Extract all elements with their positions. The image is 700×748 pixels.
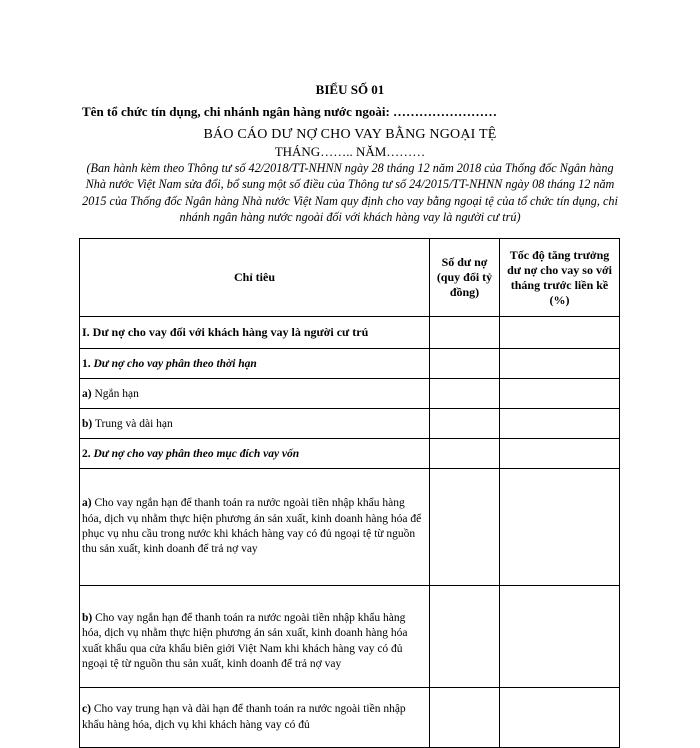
- table-row: [80, 317, 620, 349]
- item-text: Cho vay ngắn hạn để thanh toán ra nước ngoài tiền nhập khẩu hàng hóa, dịch vụ nhằm thực hiện phương án sản xuất, kinh doanh hàng hóa xuất khẩu qua cửa khẩu biên giới Việt Nam khi khách hàng vay có đủ ngoại tệ từ nguồn thu sản xuất, kinh doanh để trả nợ vay: [82, 611, 408, 670]
- item-1b-label: [80, 409, 430, 439]
- balance-cell[interactable]: [430, 469, 500, 586]
- header-balance: Số dư nợ (quy đổi tỷ đồng): [430, 239, 500, 317]
- item-2a-label: [80, 469, 430, 586]
- subsection-title: Dư nợ cho vay phân theo thời hạn: [93, 357, 257, 370]
- growth-cell[interactable]: [500, 469, 620, 586]
- table-row: [80, 469, 620, 586]
- header-row: [80, 239, 620, 317]
- growth-cell[interactable]: [500, 317, 620, 349]
- subsection-number: 1.: [82, 357, 91, 370]
- item-1a-label: [80, 379, 430, 409]
- subsection-2-label: [80, 439, 430, 469]
- balance-cell[interactable]: [430, 409, 500, 439]
- item-letter: a): [82, 387, 92, 400]
- item-letter: c): [82, 703, 91, 716]
- form-number: BIỂU SỐ 01: [315, 82, 385, 97]
- table-row: [80, 379, 620, 409]
- report-period: THÁNG…….. NĂM………: [274, 144, 426, 159]
- item-letter: b): [82, 417, 93, 430]
- item-text: Cho vay ngắn hạn để thanh toán ra nước ngoài tiền nhập khẩu hàng hóa, dịch vụ nhằm thực hiện phương án sản xuất, kinh doanh hàng hóa để phục vụ nhu cầu trong nước khi khách hàng vay có đủ ngoại tệ từ nguồn thu sản xuất, kinh doanh để trả nợ vay: [82, 497, 422, 556]
- organization-line: Tên tổ chức tín dụng, chi nhánh ngân hàng nước ngoài: ……………………: [82, 104, 498, 119]
- legal-note: (Ban hành kèm theo Thông tư số 42/2018/TT-NHNN ngày 28 tháng 12 năm 2018 của Thống đốc Ngân hàng Nhà nước Việt Nam sửa đổi, bổ sung một số điều của Thông tư số 24/2015/TT-NHNN ngày 08 tháng 12 năm 2015 của Thống đốc Ngân hàng Nhà nước Việt Nam quy định cho vay bằng ngoại tệ của tổ chức tín dụng, chi nhánh ngân hàng nước ngoài đối với khách hàng vay là người cư trú): [82, 161, 618, 224]
- balance-cell[interactable]: [430, 688, 500, 748]
- balance-cell[interactable]: [430, 317, 500, 349]
- subsection-1-label: [80, 349, 430, 379]
- item-text: Cho vay trung hạn và dài hạn để thanh toán ra nước ngoài tiền nhập khẩu hàng hóa, dịch vụ khi khách hàng vay có đủ: [82, 703, 406, 731]
- growth-cell[interactable]: [500, 586, 620, 688]
- section-1-label: I. Dư nợ cho vay đối với khách hàng vay là người cư trú: [80, 317, 430, 349]
- growth-cell[interactable]: [500, 379, 620, 409]
- header-indicator: Chỉ tiêu: [80, 239, 430, 317]
- growth-cell[interactable]: [500, 439, 620, 469]
- item-letter: a): [82, 497, 92, 510]
- table-row: [80, 349, 620, 379]
- item-letter: b): [82, 611, 93, 624]
- table-row: [80, 586, 620, 688]
- growth-cell[interactable]: [500, 688, 620, 748]
- table-row: [80, 688, 620, 748]
- table-row: [80, 439, 620, 469]
- growth-cell[interactable]: [500, 349, 620, 379]
- subsection-title: Dư nợ cho vay phân theo mục đích vay vốn: [93, 447, 300, 460]
- balance-cell[interactable]: [430, 586, 500, 688]
- growth-cell[interactable]: [500, 409, 620, 439]
- report-title: BÁO CÁO DƯ NỢ CHO VAY BẰNG NGOẠI TỆ: [203, 127, 497, 142]
- item-text: Trung và dài hạn: [94, 417, 173, 430]
- report-table: [79, 238, 620, 748]
- item-text: Ngắn hạn: [94, 387, 139, 400]
- table-row: [80, 409, 620, 439]
- balance-cell[interactable]: [430, 439, 500, 469]
- item-2b-label: [80, 586, 430, 688]
- subsection-number: 2.: [82, 447, 91, 460]
- item-2c-label: [80, 688, 430, 748]
- balance-cell[interactable]: [430, 379, 500, 409]
- header-growth: Tốc độ tăng trưởng dư nợ cho vay so với tháng trước liền kề (%): [500, 239, 620, 317]
- balance-cell[interactable]: [430, 349, 500, 379]
